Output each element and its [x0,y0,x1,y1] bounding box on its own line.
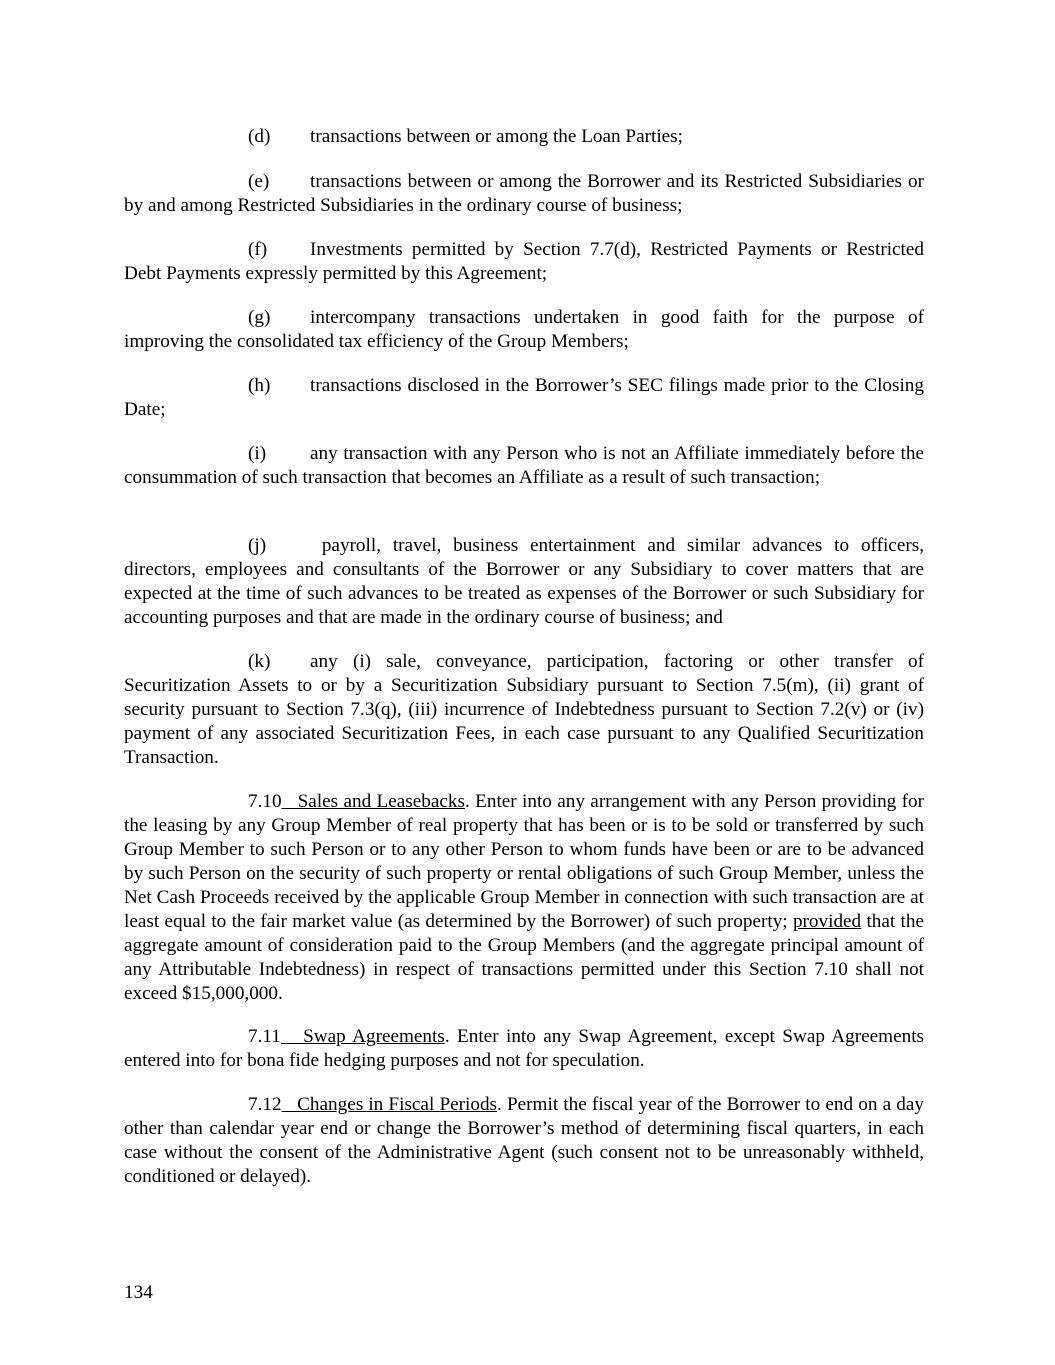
section-title-gap [282,791,298,812]
clause-g [124,306,924,354]
section-text: . Enter into any arrangement with any Person providing for the leasing by any Group Member of real property that has been or is to be sold or transferred by such Group Member to such Person or to any other Person to whom funds have been or are to be advanced by such Person on the security of such property or rental obligations of such Group Member, unless the Net Cash Proceeds received by the applicable Group Member in connection with such transaction are at least equal to the fair market value (as determined by the Borrower) of such property; [124,791,924,932]
clause-h [124,374,924,422]
clause-label: (k) [248,651,271,672]
section-title: Changes in Fiscal Periods [297,1094,498,1115]
clause-label: (g) [248,307,271,328]
section-title-gap [281,1026,303,1047]
section-number: 7.12 [248,1094,282,1115]
clause-text: payroll, travel, business entertainment and similar advances to officers, directors, employees and consultants of the Borrower or any Subsidiary to cover matters that are expected at the time of such advances to be treated as expenses of the Borrower or such Subsidiary for accounting purposes and that are made in the ordinary course of business; and [124,535,924,628]
section-7-12 [124,1093,924,1189]
section-7-11 [124,1025,924,1073]
section-number: 7.11 [248,1026,281,1047]
clause-label: (h) [248,375,271,396]
section-text: . Enter into any Swap Agreement, except Swap Agreements entered into for bona fide hedging purposes and not for speculation. [124,1026,924,1071]
section-number: 7.10 [248,791,282,812]
section-text-continued: that the aggregate amount of consideration paid to the Group Members (and the aggregate principal amount of any Attributable Indebtedness) in respect of transactions permitted under this Section 7.10 shall not exceed $15,000,000. [124,911,924,1004]
clause-k [124,650,924,770]
clause-text: any (i) sale, conveyance, participation, factoring or other transfer of Securitization Assets to or by a Securitization Subsidiary pursuant to Section 7.5(m), (ii) grant of security pursuant to Section 7.3(q), (iii) incurrence of Indebtedness pursuant to Section 7.2(v) or (iv) payment of any associated Securitization Fees, in each case pursuant to any Qualified Securitization Transaction. [124,651,924,768]
clause-text: intercompany transactions undertaken in good faith for the purpose of improving the consolidated tax efficiency of the Group Members; [124,307,924,352]
provided-emphasis: provided [792,911,862,932]
clause-i [124,442,924,490]
clause-e [124,170,924,218]
clause-text: transactions between or among the Borrower and its Restricted Subsidiaries or by and among Restricted Subsidiaries in the ordinary course of business; [124,171,924,216]
clause-label: (i) [248,443,267,464]
clause-j [124,534,924,630]
section-title-gap [282,1094,298,1115]
section-title: Sales and Leasebacks [297,791,465,812]
clause-d [124,125,924,149]
clause-label: (f) [248,239,268,260]
clause-f [124,238,924,286]
clause-text: transactions disclosed in the Borrower’s SEC filings made prior to the Closing Date; [124,375,924,420]
page-number: 134 [124,1282,153,1303]
section-title: Swap Agreements [303,1026,445,1047]
clause-label: (d) [248,126,271,147]
clause-label: (e) [248,171,270,192]
section-text: . Permit the fiscal year of the Borrower to end on a day other than calendar year end or change the Borrower’s method of determining fiscal quarters, in each case without the consent of the Administrative Agent (such consent not to be unreasonably withheld, conditioned or delayed). [124,1094,925,1187]
clause-text: transactions between or among the Loan Parties; [310,126,683,147]
clause-text: any transaction with any Person who is not an Affiliate immediately before the consummation of such transaction that becomes an Affiliate as a result of such transaction; [124,443,924,488]
section-7-10 [124,790,924,1006]
clause-text: Investments permitted by Section 7.7(d), Restricted Payments or Restricted Debt Payments expressly permitted by this Agreement; [124,239,924,284]
clause-label: (j) [248,535,267,556]
